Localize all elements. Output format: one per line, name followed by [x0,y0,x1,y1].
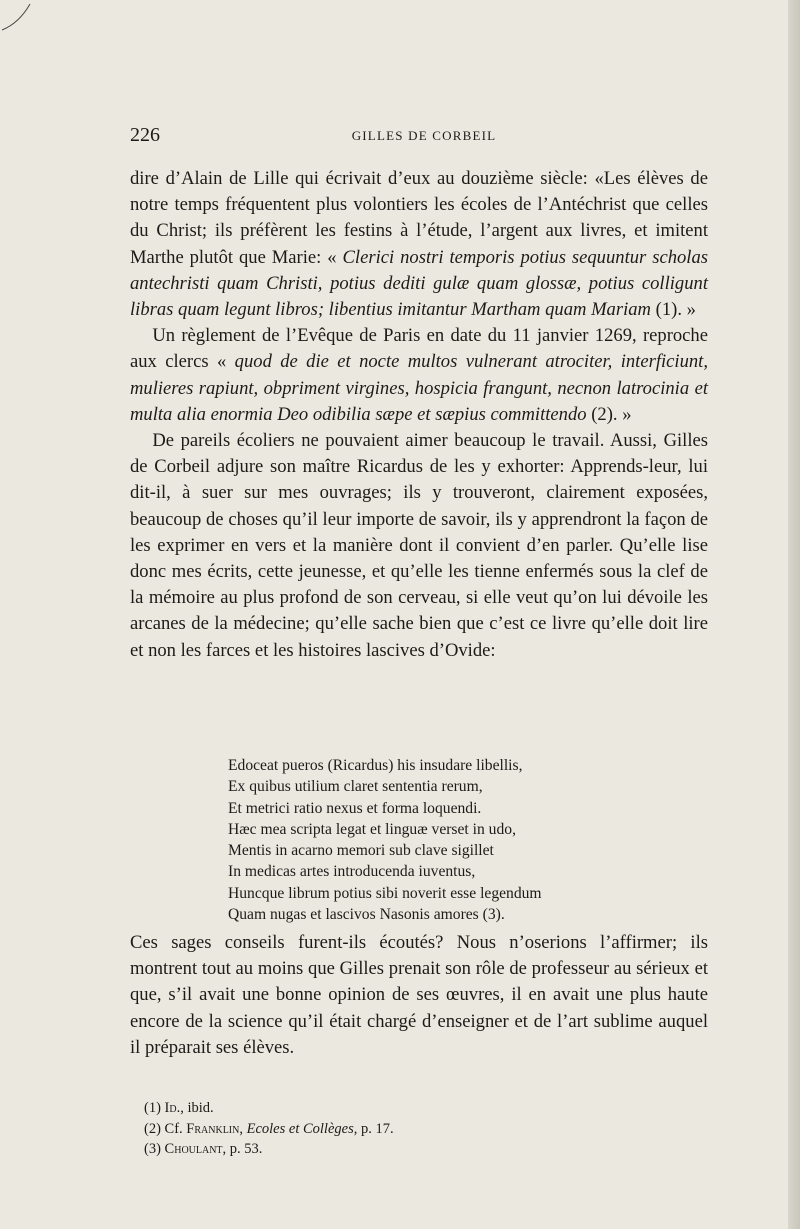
footnote-number: (2) [144,1120,161,1137]
paragraph-4-text: Ces sages conseils furent-ils écoutés? Nous n’oserions l’affirmer; ils montrent tout au moins que Gilles prenait son rôle de professeur au sérieux et que, s’il avait une bonne opinion de ses œuvres, il en avait une plus haute encore de la science qu’il était chargé d’enseigner et de l’art sublime auquel il préparait ses élèves. [130,932,708,1058]
verse-line: Et metrici ratio nexus et forma loquendi. [228,799,482,817]
page-number: 226 [130,124,160,146]
paragraph-4 [130,930,708,1061]
footnote-3 [144,1139,704,1160]
paragraph-2 [130,323,708,428]
closing-text [130,930,708,1061]
footnote-author: Choulant [164,1141,223,1157]
footnote-author: Franklin [186,1120,240,1137]
verse-line: Huncque librum potius sibi noverit esse legendum [228,884,542,902]
verse-line: Mentis in acarno memori sub clave sigillet [228,842,494,860]
latin-quote-2: quod de die et nocte multos vulnerant atrociter, interficiunt, mulieres rapiunt, obpriment virgines, hospicia frangunt, necnon latrocinia et multa alia enormia Deo odibilia sæpe et sæpius committendo [130,351,708,425]
verse-line: Quam nugas et lascivos Nasonis amores (3). [228,906,505,924]
footnote-rest: , ibid. [180,1100,214,1116]
latin-quote-1: Clerici nostri temporis potius sequuntur scholas antechristi quam Christi, potius dediti gulæ quam glossæ, potius colligunt libras quam legunt libros; libentius imitantur Martham quam Mariam [130,246,708,321]
page-edge [788,0,800,1229]
footnote-number: (1) [144,1100,161,1116]
paragraph-1-text: dire d’Alain de Lille qui écrivait d’eux au douzième siècle: «Les élèves de notre temps fréquentent plus volontiers les écoles de l’Antéchrist que celles du Christ; ils préfèrent les festins à l’étude, l’argent aux livres, et imitent Marthe plutôt que Marie: « [130,168,708,268]
paragraph-2-text: Un règlement de l’Evêque de Paris en date du 11 janvier 1269, reproche aux clercs « [130,325,708,373]
footnote-number: (3) [144,1141,161,1157]
verse-line: In medicas artes introducenda iuventus, [228,863,476,881]
footnote-2 [144,1119,704,1140]
footnote-separator: , [239,1120,247,1137]
footnote-author: Id. [164,1100,181,1116]
verse-line: Hæc mea scripta legat et linguæ verset in udo, [228,820,516,838]
latin-verse [228,755,698,925]
footnote-1 [144,1098,704,1119]
verse-line: Ex quibus utilium claret sententia rerum, [228,778,483,796]
running-head: GILLES DE CORBEIL [351,128,497,143]
footnotes [144,1098,704,1160]
footnote-rest: , p. 17. [353,1120,394,1137]
footnote-prefix: Cf. [164,1120,187,1137]
paragraph-3 [130,428,708,664]
footnote-ref-2: (2). » [586,403,632,425]
pencil-mark [0,0,40,40]
footnote-ref-1: (1). » [650,299,696,321]
paragraph-3-text: De pareils écoliers ne pouvaient aimer beaucoup le travail. Aussi, Gilles de Corbeil adjure son maître Ricardus de les y exhorter: Apprends-leur, lui dit-il, à suer sur mes ouvrages; ils y trouveront, clairement exposées, beaucoup de choses qu’il leur importe de savoir, ils y apprendront la façon de les exprimer en vers et la manière dont il convient d’en parler. Qu’elle lise donc mes écrits, cette jeunesse, et qu’elle les tienne enfermés sous la clef de la mémoire au plus profond de son cerveau, si elle veut qu’on lui dévoile les arcanes de la médecine; qu’elle sache bien que c’est ce livre qu’elle doit lire et non les farces et les histoires lascives d’Ovide: [130,430,708,661]
paragraph-1 [130,166,708,323]
page-header [130,124,708,148]
verse-line: Edoceat pueros (Ricardus) his insudare libellis, [228,757,523,774]
footnote-title: Ecoles et Collèges [246,1120,354,1137]
footnote-rest: , p. 53. [222,1141,263,1157]
main-text [130,166,708,664]
